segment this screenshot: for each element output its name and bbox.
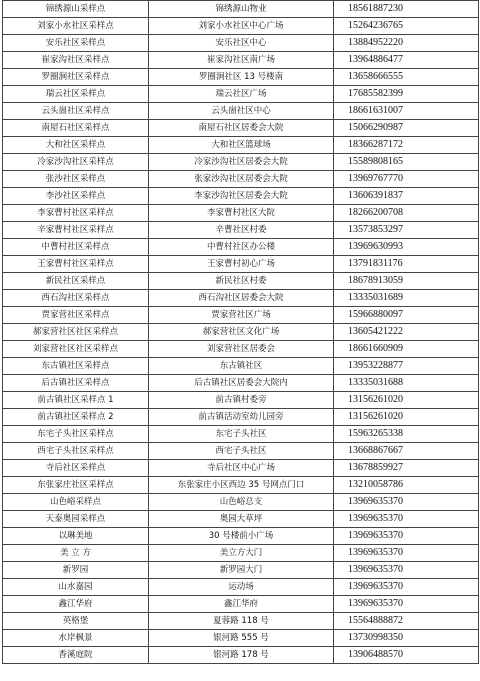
sampling-location-cell: 美立方大门 — [149, 545, 334, 562]
sampling-point-name-cell: 寺后社区采样点 — [3, 460, 149, 477]
table-row — [3, 307, 479, 324]
sampling-location-cell: 前古镇活动室幼儿园旁 — [149, 409, 334, 426]
table-row — [3, 256, 479, 273]
table-row — [3, 103, 479, 120]
sampling-point-name-cell: 辛家曹村社区采样点 — [3, 222, 149, 239]
contact-phone-cell: 18661631007 — [334, 103, 479, 120]
table-row — [3, 120, 479, 137]
contact-phone-cell: 15264236765 — [334, 18, 479, 35]
sampling-point-name-cell: 刘家营社区社区采样点 — [3, 341, 149, 358]
contact-phone-cell: 13335031688 — [334, 375, 479, 392]
contact-phone-cell: 15564888872 — [334, 613, 479, 630]
sampling-location-cell: 冷家沙沟社区居委会大院 — [149, 154, 334, 171]
sampling-point-name-cell: 大和社区采样点 — [3, 137, 149, 154]
sampling-location-cell: 南屋石社区居委会大院 — [149, 120, 334, 137]
contact-phone-cell: 13730998350 — [334, 630, 479, 647]
sampling-location-cell: 西石沟社区居委会大院 — [149, 290, 334, 307]
sampling-point-name-cell: 后古镇社区采样点 — [3, 375, 149, 392]
sampling-point-name-cell: 罗圈涧社区采样点 — [3, 69, 149, 86]
sampling-point-name-cell: 鑫江华府 — [3, 596, 149, 613]
contact-phone-cell: 13606391837 — [334, 188, 479, 205]
table-row — [3, 494, 479, 511]
sampling-point-name-cell: 刘家小水社区采样点 — [3, 18, 149, 35]
sampling-point-name-cell: 山色峪采样点 — [3, 494, 149, 511]
table-row — [3, 528, 479, 545]
sampling-point-name-cell: 张沙社区采样点 — [3, 171, 149, 188]
contact-phone-cell: 13678859927 — [334, 460, 479, 477]
sampling-location-cell: 鑫江华府 — [149, 596, 334, 613]
sampling-location-cell: 刘家小水社区中心广场 — [149, 18, 334, 35]
sampling-location-cell: 安乐社区中心 — [149, 35, 334, 52]
table-row — [3, 392, 479, 409]
contact-phone-cell: 13884952220 — [334, 35, 479, 52]
contact-phone-cell: 13969635370 — [334, 596, 479, 613]
table-row — [3, 18, 479, 35]
table-body — [3, 1, 479, 664]
table-row — [3, 239, 479, 256]
table-row — [3, 460, 479, 477]
contact-phone-cell: 13210058786 — [334, 477, 479, 494]
sampling-point-name-cell: 东张家庄社区采样点 — [3, 477, 149, 494]
table-row — [3, 477, 479, 494]
sampling-point-name-cell: 安乐社区采样点 — [3, 35, 149, 52]
sampling-location-cell: 新民社区村委 — [149, 273, 334, 290]
table-row — [3, 647, 479, 664]
table-row — [3, 426, 479, 443]
sampling-location-cell: 西宅子头社区 — [149, 443, 334, 460]
sampling-location-cell: 30 号楼前小广场 — [149, 528, 334, 545]
sampling-point-name-cell: 锦绣源山采样点 — [3, 1, 149, 18]
sampling-location-cell: 李家沙沟社区居委会大院 — [149, 188, 334, 205]
sampling-point-name-cell: 天泰奥园采样点 — [3, 511, 149, 528]
contact-phone-cell: 15066290987 — [334, 120, 479, 137]
sampling-location-cell: 东宅子头社区 — [149, 426, 334, 443]
sampling-point-name-cell: 西宅子头社区采样点 — [3, 443, 149, 460]
table-row — [3, 154, 479, 171]
contact-phone-cell: 13969767770 — [334, 171, 479, 188]
sampling-point-name-cell: 南屋石社区采样点 — [3, 120, 149, 137]
contact-phone-cell: 13573853297 — [334, 222, 479, 239]
sampling-location-cell: 运动场 — [149, 579, 334, 596]
sampling-location-cell: 前古镇村委旁 — [149, 392, 334, 409]
sampling-location-cell: 崔家沟社区南广场 — [149, 52, 334, 69]
sampling-point-name-cell: 英格堡 — [3, 613, 149, 630]
table-row — [3, 409, 479, 426]
table-row — [3, 358, 479, 375]
sampling-point-name-cell: 郝家营社区社区采样点 — [3, 324, 149, 341]
contact-phone-cell: 15589808165 — [334, 154, 479, 171]
table-row — [3, 205, 479, 222]
table-row — [3, 35, 479, 52]
sampling-point-name-cell: 前古镇社区采样点 1 — [3, 392, 149, 409]
sampling-point-name-cell: 新民社区采样点 — [3, 273, 149, 290]
sampling-location-cell: 东古镇社区 — [149, 358, 334, 375]
table-row — [3, 222, 479, 239]
sampling-location-cell: 山色峪总支 — [149, 494, 334, 511]
contact-phone-cell: 13906488570 — [334, 647, 479, 664]
sampling-location-cell: 夏蓉路 118 号 — [149, 613, 334, 630]
sampling-point-name-cell: 冷家沙沟社区采样点 — [3, 154, 149, 171]
sampling-point-name-cell: 以琳美地 — [3, 528, 149, 545]
sampling-point-name-cell: 李家曹村社区采样点 — [3, 205, 149, 222]
sampling-point-name-cell: 云头崮社区采样点 — [3, 103, 149, 120]
sampling-location-cell: 锦绣源山物业 — [149, 1, 334, 18]
sampling-location-cell: 寺后社区中心广场 — [149, 460, 334, 477]
contact-phone-cell: 13969630993 — [334, 239, 479, 256]
contact-phone-cell: 13791831176 — [334, 256, 479, 273]
contact-phone-cell: 13964886477 — [334, 52, 479, 69]
contact-phone-cell: 17685582399 — [334, 86, 479, 103]
table-row — [3, 290, 479, 307]
sampling-location-cell: 王家曹村初心广场 — [149, 256, 334, 273]
contact-phone-cell: 13953228877 — [334, 358, 479, 375]
sampling-point-name-cell: 美 立 方 — [3, 545, 149, 562]
sampling-location-cell: 郝家营社区文化广场 — [149, 324, 334, 341]
sampling-location-cell: 银河路 555 号 — [149, 630, 334, 647]
contact-phone-cell: 13969635370 — [334, 511, 479, 528]
table-row — [3, 324, 479, 341]
table-row — [3, 273, 479, 290]
contact-phone-cell: 13605421222 — [334, 324, 479, 341]
contact-phone-cell: 13969635370 — [334, 562, 479, 579]
table-row — [3, 1, 479, 18]
contact-phone-cell: 13156261020 — [334, 409, 479, 426]
contact-phone-cell: 13969635370 — [334, 528, 479, 545]
sampling-location-cell: 贾家营社区广场 — [149, 307, 334, 324]
sampling-point-name-cell: 水岸枫景 — [3, 630, 149, 647]
contact-phone-cell: 13969635370 — [334, 579, 479, 596]
sampling-location-cell: 奥园大草坪 — [149, 511, 334, 528]
contact-phone-cell: 15963265338 — [334, 426, 479, 443]
table-row — [3, 137, 479, 154]
sampling-location-cell: 东张家庄小区西边 35 号网点门口 — [149, 477, 334, 494]
sampling-point-name-cell: 前古镇社区采样点 2 — [3, 409, 149, 426]
table-row — [3, 630, 479, 647]
sampling-location-cell: 新罗园大门 — [149, 562, 334, 579]
contact-phone-cell: 18661660909 — [334, 341, 479, 358]
table-row — [3, 171, 479, 188]
sampling-point-name-cell: 王家曹村社区采样点 — [3, 256, 149, 273]
sampling-point-name-cell: 东宅子头社区采样点 — [3, 426, 149, 443]
contact-phone-cell: 13156261020 — [334, 392, 479, 409]
sampling-location-cell: 刘家营社区居委会 — [149, 341, 334, 358]
contact-phone-cell: 18678913059 — [334, 273, 479, 290]
sampling-point-name-cell: 香溪庭院 — [3, 647, 149, 664]
sampling-location-cell: 罗圈涧社区 13 号楼南 — [149, 69, 334, 86]
contact-phone-cell: 13969635370 — [334, 545, 479, 562]
sampling-point-name-cell: 李沙社区采样点 — [3, 188, 149, 205]
sampling-point-table — [2, 0, 479, 664]
table-row — [3, 52, 479, 69]
sampling-point-name-cell: 东古镇社区采样点 — [3, 358, 149, 375]
table-row — [3, 613, 479, 630]
sampling-location-cell: 大和社区篮球场 — [149, 137, 334, 154]
contact-phone-cell: 13658666555 — [334, 69, 479, 86]
table-row — [3, 375, 479, 392]
sampling-location-cell: 云头崮社区中心 — [149, 103, 334, 120]
sampling-location-cell: 李家曹村社区大院 — [149, 205, 334, 222]
contact-phone-cell: 18366287172 — [334, 137, 479, 154]
contact-phone-cell: 13668867667 — [334, 443, 479, 460]
contact-phone-cell: 15966880097 — [334, 307, 479, 324]
table-row — [3, 188, 479, 205]
sampling-point-table-sheet — [2, 0, 478, 664]
sampling-location-cell: 银河路 178 号 — [149, 647, 334, 664]
contact-phone-cell: 18561887230 — [334, 1, 479, 18]
sampling-location-cell: 瑞云社区广场 — [149, 86, 334, 103]
table-row — [3, 562, 479, 579]
contact-phone-cell: 13969635370 — [334, 494, 479, 511]
sampling-location-cell: 后古镇社区居委会大院内 — [149, 375, 334, 392]
sampling-location-cell: 辛曹社区村委 — [149, 222, 334, 239]
table-row — [3, 443, 479, 460]
sampling-location-cell: 中曹村社区办公楼 — [149, 239, 334, 256]
sampling-point-name-cell: 中曹村社区采样点 — [3, 239, 149, 256]
sampling-point-name-cell: 贾家营社区采样点 — [3, 307, 149, 324]
sampling-point-name-cell: 山水嘉园 — [3, 579, 149, 596]
sampling-point-name-cell: 新罗园 — [3, 562, 149, 579]
table-row — [3, 69, 479, 86]
contact-phone-cell: 18266200708 — [334, 205, 479, 222]
sampling-location-cell: 张家沙沟社区居委会大院 — [149, 171, 334, 188]
sampling-point-name-cell: 崔家沟社区采样点 — [3, 52, 149, 69]
table-row — [3, 511, 479, 528]
contact-phone-cell: 13335031689 — [334, 290, 479, 307]
table-row — [3, 596, 479, 613]
table-row — [3, 86, 479, 103]
sampling-point-name-cell: 瑞云社区采样点 — [3, 86, 149, 103]
table-row — [3, 545, 479, 562]
table-row — [3, 341, 479, 358]
table-row — [3, 579, 479, 596]
sampling-point-name-cell: 西石沟社区采样点 — [3, 290, 149, 307]
